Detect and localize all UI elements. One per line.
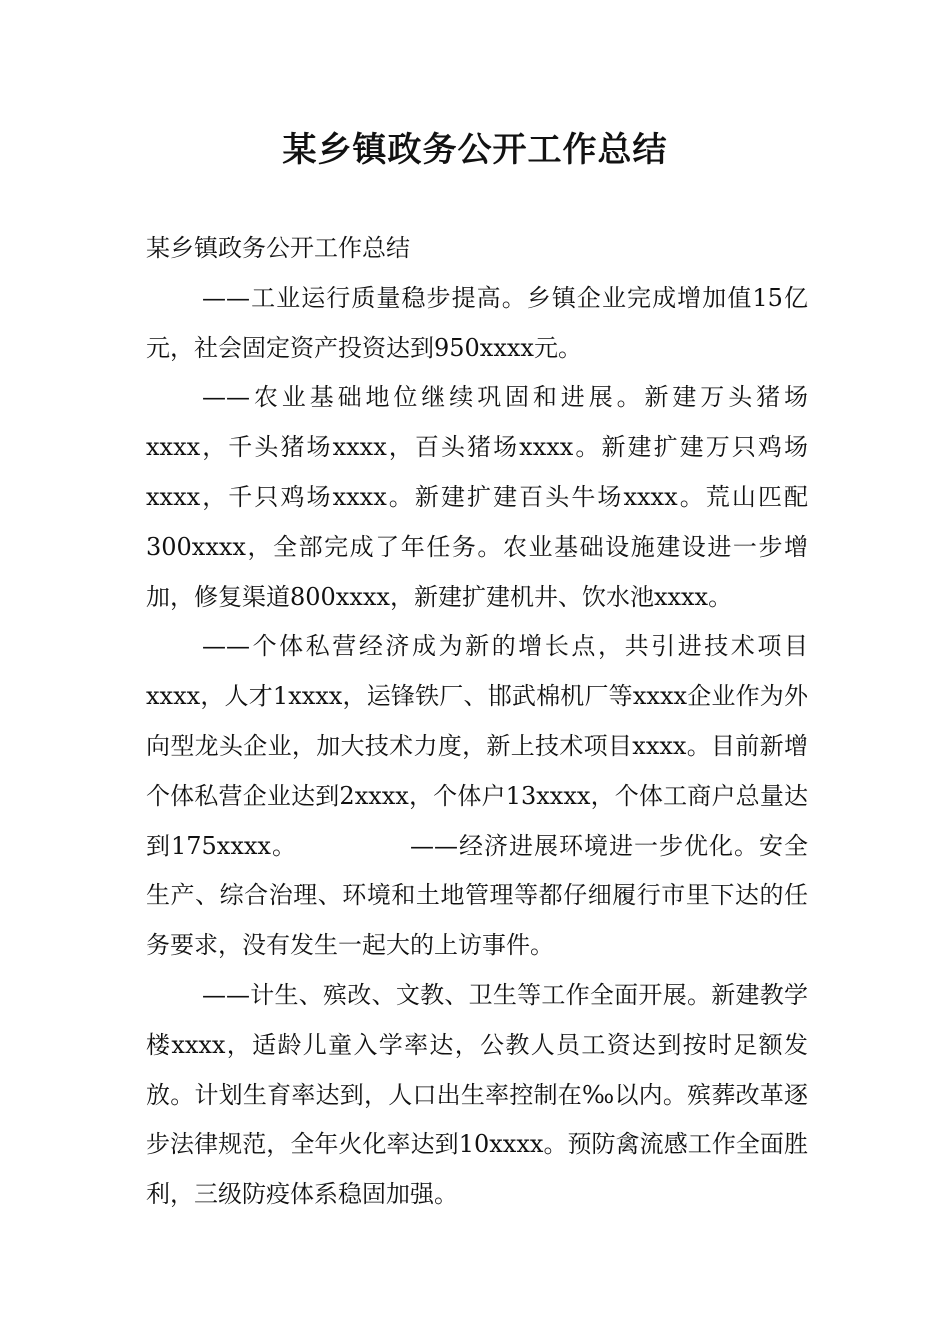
paragraph-private-economy: ——个体私营经济成为新的增长点，共引进技术项目xxxx，人才1xxxx，运锋铁厂、邯武棉机厂等xxxx企业作为外向型龙头企业，加大技术力度，新上技术项目xxxx。目前新增个体私营企业达到2xxxx，个体户13xxxx，个体工商户总量达到175xxxx。 ——经济进展环境进一步优化。安全生产、综合治理、环境和土地管理等都仔细履行市里下达的任务要求，没有发生一起大的上访事件。 <box>146 632 808 960</box>
paragraph-social-work: ——计生、殡改、文教、卫生等工作全面开展。新建教学楼xxxx，适龄儿童入学率达，公教人员工资达到按时足额发放。计划生育率达到，人口出生率控制在‰以内。殡葬改革逐步法律规范，全年火化率达到10xxxx。预防禽流感工作全面胜利，三级防疫体系稳固加强。 <box>146 980 808 1209</box>
document-subtitle: 某乡镇政务公开工作总结 <box>146 234 410 262</box>
document-body <box>146 224 808 1220</box>
paragraph-agriculture: ——农业基础地位继续巩固和进展。新建万头猪场xxxx，千头猪场xxxx，百头猪场xxxx。新建扩建万只鸡场xxxx，千只鸡场xxxx。新建扩建百头牛场xxxx。荒山匹配300xxxx，全部完成了年任务。农业基础设施建设进一步增加，修复渠道800xxxx，新建扩建机井、饮水池xxxx。 <box>146 383 808 611</box>
page-title: 某乡镇政务公开工作总结 <box>282 130 668 170</box>
paragraph-industry: ——工业运行质量稳步提高。乡镇企业完成增加值15亿元，社会固定资产投资达到950xxxx元。 <box>146 283 808 362</box>
